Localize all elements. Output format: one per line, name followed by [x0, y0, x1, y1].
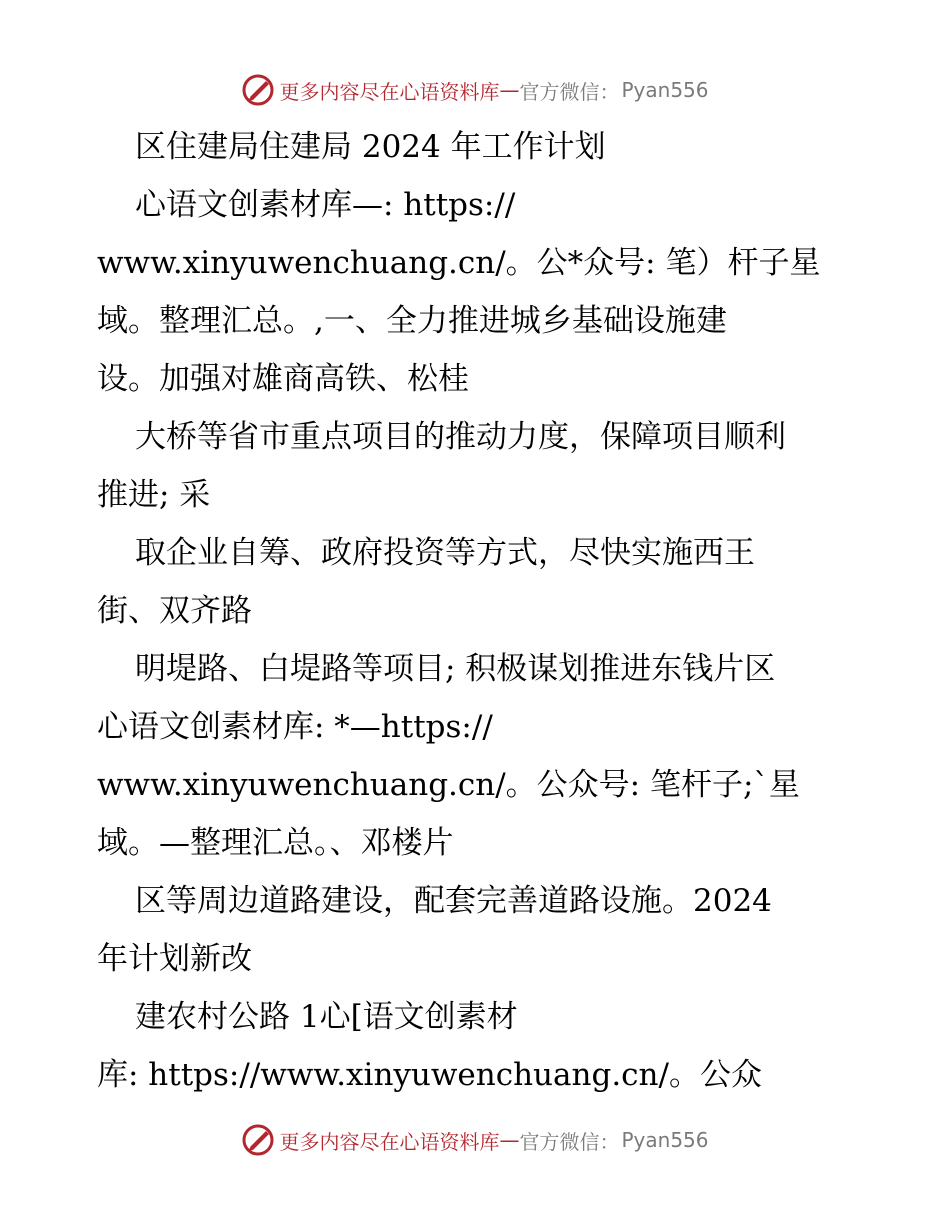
- brush-logo-icon: [241, 1123, 275, 1157]
- header-watermark: [0, 72, 950, 108]
- brush-logo-icon: [241, 73, 275, 107]
- text-line: 明堤路、白堤路等项目; 积极谋划推进东钱片区: [135, 651, 776, 687]
- text-line: 设。加强对雄商高铁、松桂: [97, 361, 469, 397]
- footer-watermark: [0, 1122, 950, 1158]
- text-line: www.xinyuwenchuang.cn/。公众号: 笔杆子;`星: [97, 767, 800, 803]
- watermark-wechat-id: Pyan556: [621, 1128, 709, 1152]
- document-title: 区住建局住建局 2024 年工作计划: [135, 129, 606, 165]
- text-line: 街、双齐路: [97, 593, 252, 629]
- document-body: [97, 118, 887, 1104]
- text-line: 推进; 采: [97, 477, 211, 513]
- text-line: 域。整理汇总。,一、全力推进城乡基础设施建: [97, 303, 727, 339]
- watermark-wechat-label: 官方微信：: [519, 1129, 620, 1154]
- text-line: 区等周边道路建设，配套完善道路设施。2024: [135, 883, 772, 919]
- watermark-text: 更多内容尽在心语资料库: [279, 79, 500, 104]
- watermark-wechat-label: 官方微信：: [519, 79, 620, 104]
- text-line: 心语文创素材库—: https://: [135, 187, 516, 223]
- text-line: 库: https://www.xinyuwenchuang.cn/。公众: [97, 1057, 762, 1093]
- watermark-separator: —: [499, 78, 520, 102]
- text-line: 域。—整理汇总。、邓楼片: [97, 825, 454, 861]
- watermark-text: 更多内容尽在心语资料库: [279, 1129, 500, 1154]
- text-line: www.xinyuwenchuang.cn/。公*众号: 笔）杆子星: [97, 245, 821, 281]
- watermark-wechat-id: Pyan556: [621, 78, 709, 102]
- watermark-separator: —: [499, 1128, 520, 1152]
- text-line: 建农村公路 1心[语文创素材: [135, 999, 518, 1035]
- text-line: 取企业自筹、政府投资等方式，尽快实施西王: [135, 535, 755, 571]
- text-line: 年计划新改: [97, 941, 252, 977]
- text-line: 大桥等省市重点项目的推动力度，保障项目顺利: [135, 419, 786, 455]
- text-line: 心语文创素材库: *—https://: [97, 709, 493, 745]
